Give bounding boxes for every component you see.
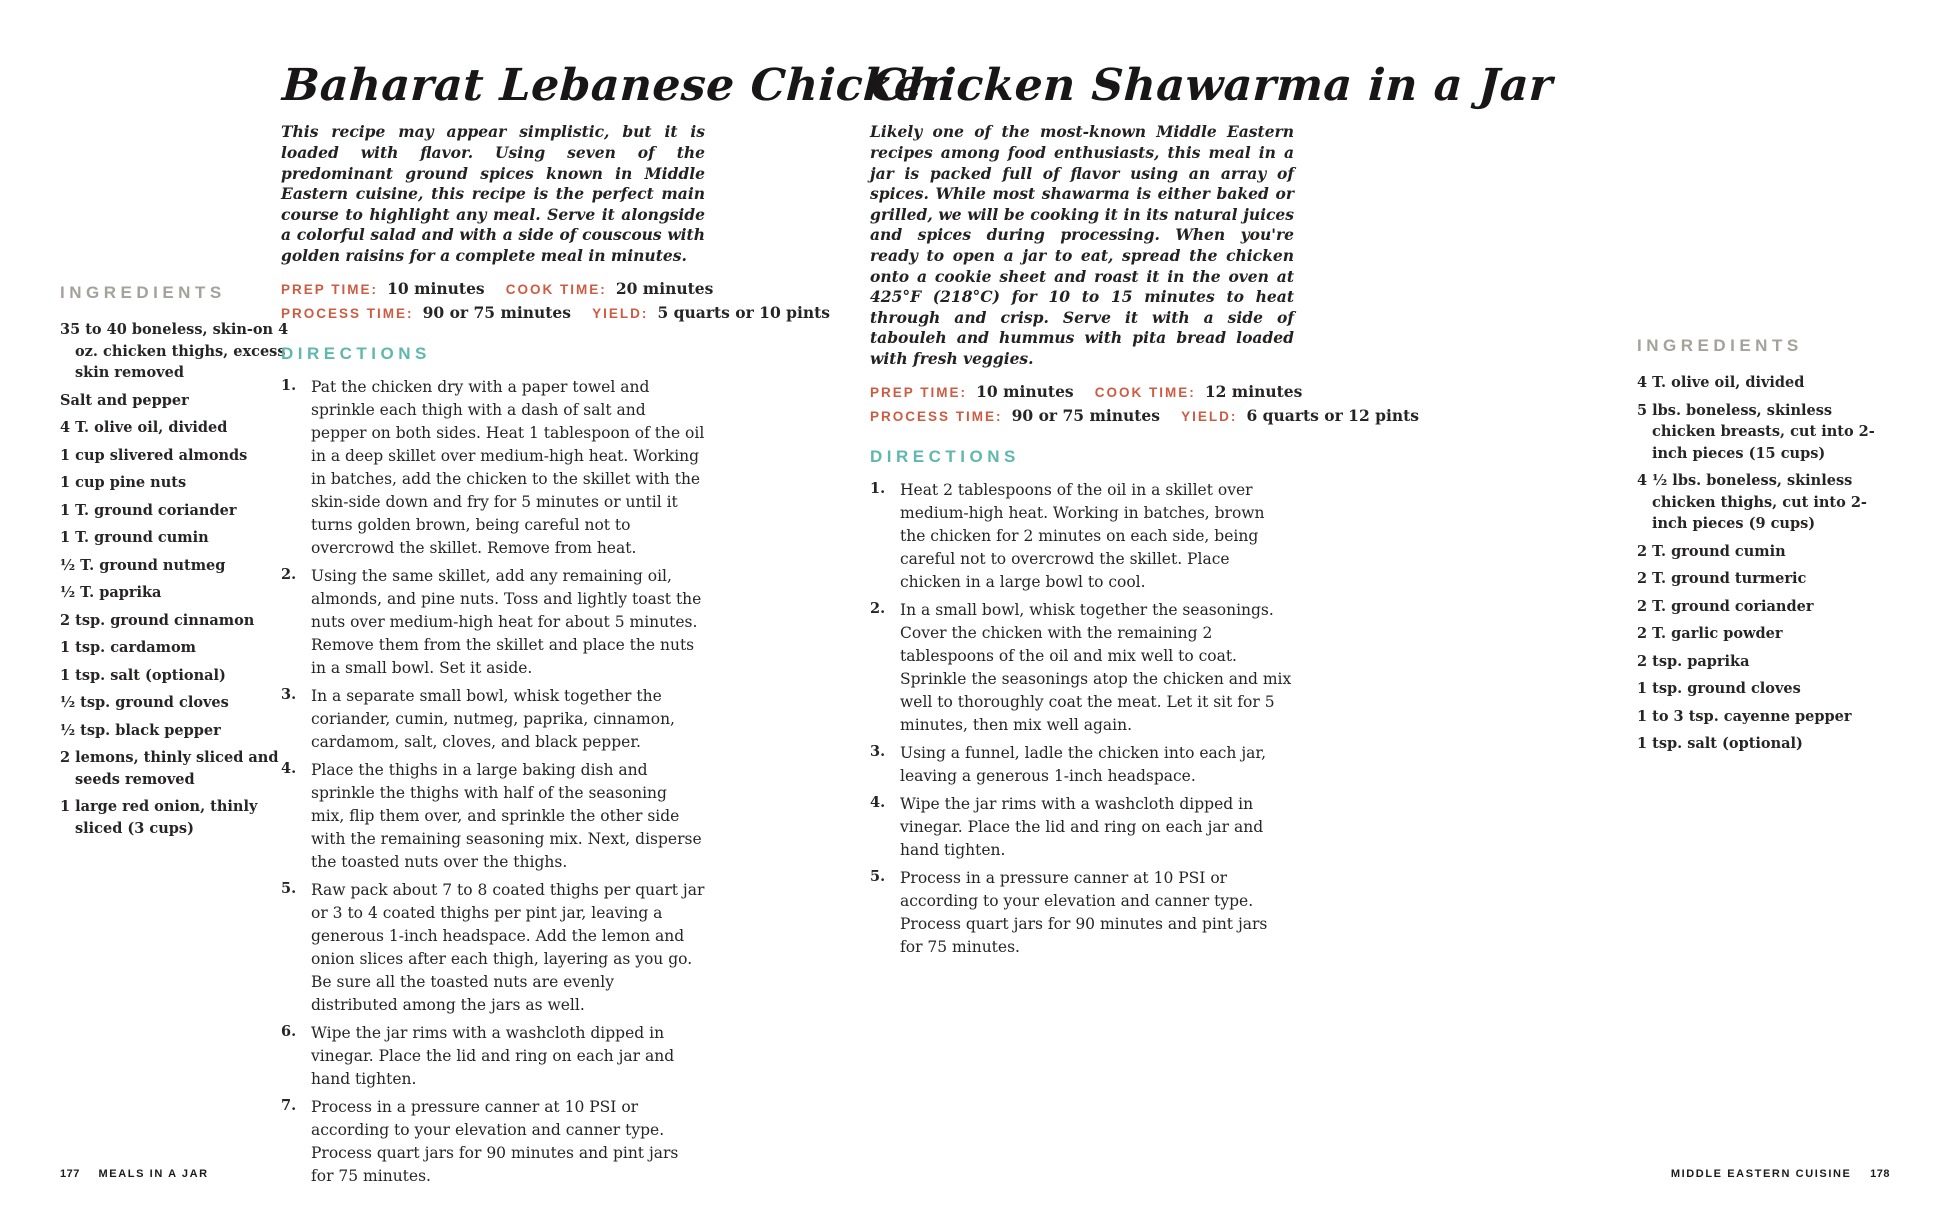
- ingredient-item: 4 ½ lbs. boneless, skinless chicken thighs, cut into 2-inch pieces (9 cups): [1637, 472, 1867, 532]
- direction-step-text: Pat the chicken dry with a paper towel and sprinkle each thigh with a dash of salt and pepper on both sides. Heat 1 tablespoon of the oil in a deep skillet over medium-high heat. Working in batches, add the chicken to the skillet with the skin-side down and fry for 5 minutes or until it turns golden brown, being careful not to overcrowd the skillet. Remove from heat.: [311, 377, 705, 557]
- ingredient-item: 4 T. olive oil, divided: [60, 419, 228, 436]
- process-time-label: PROCESS TIME:: [281, 305, 414, 321]
- direction-step-number: 3.: [281, 685, 297, 703]
- direction-step-text: In a separate small bowl, whisk together the coriander, cumin, nutmeg, paprika, cinnamon, cardamom, salt, cloves, and black pepper.: [311, 686, 675, 751]
- right-ingredients-list: [1637, 372, 1899, 755]
- page-footer: [60, 1168, 1890, 1180]
- direction-step: [281, 685, 705, 754]
- ingredient-item: 2 T. ground turmeric: [1637, 570, 1807, 587]
- direction-step-text: Wipe the jar rims with a washcloth dipped in vinegar. Place the lid and ring on each jar and hand tighten.: [311, 1023, 675, 1088]
- prep-time-label: PREP TIME:: [281, 281, 379, 297]
- direction-step-number: 7.: [281, 1096, 297, 1114]
- process-time-value: 90 or 75 minutes: [1011, 405, 1161, 425]
- direction-step-text: Raw pack about 7 to 8 coated thighs per quart jar or 3 to 4 coated thighs per pint jar, leaving a generous 1-inch headspace. Add the lemon and onion slices after each thigh, layering as you go. Be sure all the toasted nuts are evenly distributed among the jars as well.: [311, 880, 705, 1014]
- left-directions-heading: DIRECTIONS: [281, 343, 431, 363]
- direction-step: [281, 376, 705, 560]
- cook-time-label: COOK TIME:: [505, 281, 607, 297]
- cook-time-value: 20 minutes: [615, 278, 714, 298]
- direction-step-text: Process in a pressure canner at 10 PSI or according to your elevation and canner type. Process quart jars for 90 minutes and pint jars for 75 minutes.: [900, 868, 1268, 956]
- left-page-number: 177: [60, 1168, 80, 1180]
- direction-step: [870, 479, 1294, 594]
- direction-step-text: In a small bowl, whisk together the seasonings. Cover the chicken with the remaining 2 tablespoons of the oil and mix well to coat. Sprinkle the seasonings atop the chicken and mix well to thoroughly coat the meat. Let it sit for 5 minutes, then mix well again.: [900, 600, 1292, 734]
- ingredient-item: 1 large red onion, thinly sliced (3 cups): [60, 798, 258, 837]
- direction-step-number: 1.: [870, 479, 886, 497]
- meta-line-process-yield: [281, 302, 831, 322]
- ingredient-item: ½ tsp. black pepper: [60, 721, 221, 739]
- direction-step-number: 2.: [281, 565, 297, 583]
- right-footer-label: MIDDLE EASTERN CUISINE: [1670, 1168, 1852, 1180]
- cook-time-label: COOK TIME:: [1094, 384, 1196, 400]
- left-ingredients-list: [60, 319, 297, 839]
- process-time-value: 90 or 75 minutes: [422, 302, 572, 322]
- ingredient-item: ½ T. paprika: [60, 584, 162, 601]
- meta-line-times: [870, 381, 1303, 401]
- left-recipe: [280, 60, 957, 1193]
- ingredient-item: 2 T. garlic powder: [1637, 625, 1783, 642]
- right-ingredients-column: [1637, 336, 1899, 761]
- direction-step: [281, 1022, 705, 1091]
- direction-step-text: Wipe the jar rims with a washcloth dipped in vinegar. Place the lid and ring on each jar and hand tighten.: [900, 794, 1264, 859]
- ingredient-item: 1 to 3 tsp. cayenne pepper: [1637, 707, 1852, 725]
- left-recipe-intro: This recipe may appear simplistic, but it is loaded with flavor. Using seven of the predominant ground spices known in Middle Eastern cuisine, this recipe is the perfect main course to highlight any meal. Serve it alongside a colorful salad and with a side of couscous with golden raisins for a complete meal in minutes.: [281, 122, 705, 265]
- direction-step: [870, 742, 1294, 788]
- ingredient-item: 2 tsp. ground cinnamon: [60, 611, 255, 629]
- meta-line-process-yield: [870, 405, 1420, 425]
- ingredient-item: 1 tsp. salt (optional): [1637, 735, 1803, 752]
- ingredient-item: 2 T. ground coriander: [1637, 597, 1814, 615]
- direction-step-number: 3.: [870, 742, 886, 760]
- ingredient-item: 4 T. olive oil, divided: [1637, 374, 1805, 391]
- prep-time-value: 10 minutes: [976, 381, 1074, 401]
- ingredient-item: 1 tsp. ground cloves: [1637, 680, 1801, 697]
- right-recipe: [869, 60, 1555, 964]
- direction-step: [870, 793, 1294, 862]
- right-recipe-title: Chicken Shawarma in a Jar: [869, 60, 1555, 111]
- ingredient-item: ½ tsp. ground cloves: [60, 694, 229, 711]
- left-footer-label: MEALS IN A JAR: [98, 1168, 209, 1180]
- ingredient-item: 2 T. ground cumin: [1637, 542, 1786, 560]
- right-ingredients-heading: INGREDIENTS: [1637, 336, 1803, 355]
- right-page-number: 178: [1870, 1168, 1890, 1180]
- direction-step: [281, 879, 705, 1017]
- direction-step: [870, 867, 1294, 959]
- direction-step: [870, 599, 1294, 737]
- right-directions-list: [870, 479, 1294, 959]
- direction-step-number: 1.: [281, 376, 297, 394]
- ingredient-item: 2 lemons, thinly sliced and seeds removed: [60, 749, 279, 788]
- meta-line-times: [281, 278, 714, 298]
- ingredient-item: 2 tsp. paprika: [1637, 652, 1750, 670]
- ingredient-item: 1 T. ground coriander: [60, 501, 237, 519]
- footer-right: [1671, 1168, 1890, 1180]
- direction-step-number: 5.: [870, 867, 886, 885]
- ingredient-item: ½ T. ground nutmeg: [60, 556, 226, 574]
- footer-left: [60, 1168, 209, 1180]
- left-ingredients-heading: INGREDIENTS: [60, 283, 226, 302]
- direction-step-text: Using a funnel, ladle the chicken into each jar, leaving a generous 1-inch headspace.: [900, 743, 1267, 785]
- left-directions-list: [281, 376, 705, 1188]
- direction-step-number: 4.: [870, 793, 886, 811]
- ingredient-item: 1 tsp. cardamom: [60, 639, 196, 656]
- direction-step-text: Heat 2 tablespoons of the oil in a skillet over medium-high heat. Working in batches, brown the chicken for 2 minutes on each side, being careful not to overcrowd the skillet. Place chicken in a large bowl to cool.: [900, 480, 1265, 591]
- prep-time-label: PREP TIME:: [870, 384, 968, 400]
- ingredient-item: 5 lbs. boneless, skinless chicken breasts, cut into 2-inch pieces (15 cups): [1637, 401, 1875, 462]
- left-recipe-title: Baharat Lebanese Chicken: [280, 60, 957, 111]
- right-recipe-intro: Likely one of the most-known Middle Eastern recipes among food enthusiasts, this meal in a jar is packed full of flavor using an array of spices. While most shawarma is either baked or grilled, we will be cooking it in its natural juices and spices during processing. When you're ready to open a jar to eat, spread the chicken onto a cookie sheet and roast it in the oven at 425°F (218°C) for 10 to 15 minutes to heat through and crisp. Serve it with a side of tabouleh and hummus with pita bread loaded with fresh veggies.: [870, 122, 1294, 368]
- ingredient-item: 35 to 40 boneless, skin-on 4 oz. chicken thighs, excess skin removed: [60, 321, 289, 381]
- direction-step-number: 4.: [281, 759, 297, 777]
- yield-value: 5 quarts or 10 pints: [657, 302, 831, 322]
- ingredient-item: 1 cup pine nuts: [60, 474, 187, 491]
- ingredient-item: 1 tsp. salt (optional): [60, 666, 226, 684]
- ingredient-item: 1 T. ground cumin: [60, 529, 209, 546]
- direction-step-text: Process in a pressure canner at 10 PSI or according to your elevation and canner type. Process quart jars for 90 minutes and pint jars for 75 minutes.: [311, 1097, 679, 1185]
- direction-step: [281, 759, 705, 874]
- ingredient-item: Salt and pepper: [60, 391, 189, 409]
- direction-step-text: Using the same skillet, add any remaining oil, almonds, and pine nuts. Toss and lightly toast the nuts over medium-high heat for about 5 minutes. Remove them from the skillet and place the nuts in a small bowl. Set it aside.: [311, 566, 702, 677]
- prep-time-value: 10 minutes: [387, 278, 485, 298]
- direction-step: [281, 565, 705, 680]
- right-directions-heading: DIRECTIONS: [870, 446, 1020, 466]
- left-recipe-meta: [281, 278, 831, 322]
- direction-step-number: 2.: [870, 599, 886, 617]
- right-recipe-meta: [870, 381, 1420, 425]
- direction-step-number: 6.: [281, 1022, 297, 1040]
- yield-value: 6 quarts or 12 pints: [1246, 405, 1420, 425]
- left-ingredients-column: [60, 283, 297, 845]
- ingredient-item: 1 cup slivered almonds: [60, 446, 248, 464]
- cook-time-value: 12 minutes: [1204, 381, 1303, 401]
- yield-label: YIELD:: [592, 305, 649, 321]
- direction-step-text: Place the thighs in a large baking dish and sprinkle the thighs with half of the seasoning mix, flip them over, and sprinkle the other side with the remaining seasoning mix. Next, disperse the toasted nuts over the thighs.: [311, 760, 702, 871]
- direction-step-number: 5.: [281, 879, 297, 897]
- yield-label: YIELD:: [1181, 408, 1238, 424]
- process-time-label: PROCESS TIME:: [870, 408, 1003, 424]
